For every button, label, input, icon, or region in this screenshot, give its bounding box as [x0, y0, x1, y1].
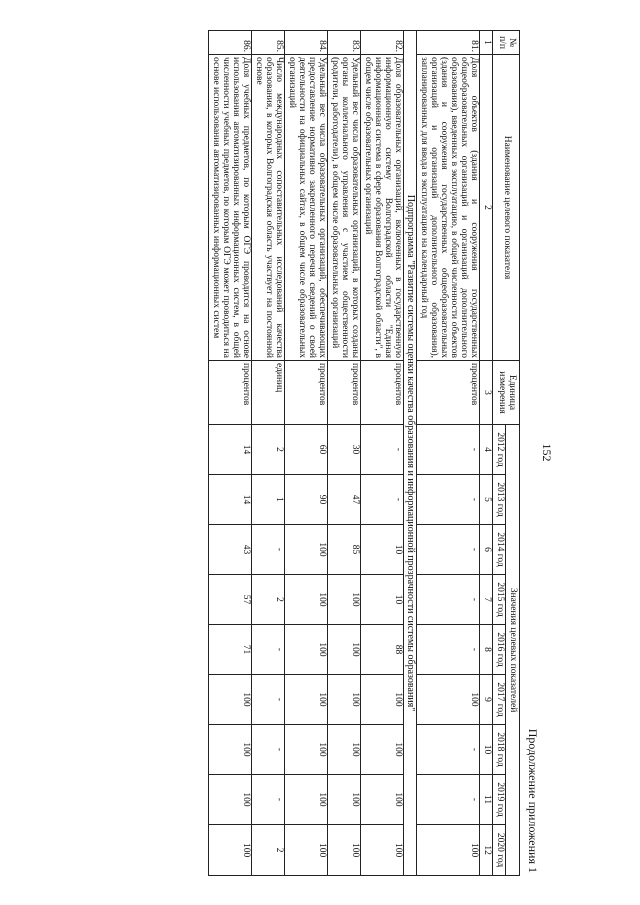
indicator-value: 2	[252, 425, 285, 475]
year-header: 2014 год	[493, 525, 506, 575]
unit: единиц	[252, 361, 285, 425]
indicator-name: Доля объектов (здания и сооружения государственных общеобразовательных организаций и организаций дополнительного образования), введенных в эксплуатацию, в общей численности объектов (здания и сооружения государственных общеобразовательных организаций и организаций дополнительного образования), запланированных для ввода в эксплуатацию на календарный год	[417, 55, 480, 361]
appendix-note: Продолжение приложения 1	[526, 728, 540, 873]
indicator-value: 100	[285, 575, 328, 625]
indicators-table	[208, 30, 520, 876]
indicator-value: 100	[327, 775, 360, 825]
indicator-value: 100	[285, 525, 328, 575]
indicator-value: -	[252, 725, 285, 775]
year-header: 2013 год	[493, 475, 506, 525]
indicator-value: -	[417, 425, 480, 475]
row-number: 81.	[417, 31, 480, 55]
indicator-value: 100	[327, 625, 360, 675]
indicator-value: -	[252, 525, 285, 575]
indicator-value: -	[417, 575, 480, 625]
subprogram-row	[403, 31, 417, 876]
indicator-name: Удельный вес числа образовательных организаций, обеспечивающих предоставление нормативно закрепленного перечня сведений о своей деятельности на официальных сайтах, в общем числе образовательных организаций	[285, 55, 328, 361]
indicator-value: 100	[360, 775, 403, 825]
indicator-value: 60	[285, 425, 328, 475]
indicator-value: 10	[360, 575, 403, 625]
unit: процентов	[360, 361, 403, 425]
indicator-value: 100	[209, 675, 252, 725]
rotated-page	[100, 0, 640, 905]
header-unit: Единица измерения	[493, 361, 520, 425]
indicator-value: 100	[417, 675, 480, 725]
header-name: Наименование целевого показателя	[493, 55, 520, 361]
indicator-name: Удельный вес числа образовательных организаций, в которых созданы органы коллегиального управления с участием общественности (родители, работодатели), в общем числе образовательных организаций	[327, 55, 360, 361]
indicator-value: 47	[327, 475, 360, 525]
header-num: № п/п	[493, 31, 520, 55]
indicator-value: 100	[209, 725, 252, 775]
indicator-value: -	[417, 775, 480, 825]
indicator-value: 14	[209, 425, 252, 475]
column-number: 5	[480, 475, 493, 525]
indicator-value: 1	[252, 475, 285, 525]
indicator-value: -	[417, 625, 480, 675]
indicator-value: 100	[417, 825, 480, 876]
header-values-title: Значения целевых показателей	[506, 425, 520, 876]
indicator-value: 100	[285, 725, 328, 775]
column-number: 10	[480, 725, 493, 775]
indicator-value: 100	[285, 675, 328, 725]
column-number: 8	[480, 625, 493, 675]
indicator-value: 100	[209, 775, 252, 825]
subprogram-heading: Подпрограмма "Развитие системы оценки качества образования и информационной прозрачности системы образования"	[403, 31, 417, 876]
indicator-value: 100	[360, 825, 403, 876]
indicator-name: Доля учебных предметов, по которым ОГЭ проводится на основе использования автоматизированных информационных систем, в общей численности учебных предметов, по которым ОГЭ может проводиться на основе использования автоматизированных информационных систем	[209, 55, 252, 361]
table-row	[360, 31, 403, 876]
year-header: 2017 год	[493, 675, 506, 725]
table-row	[252, 31, 285, 876]
year-header: 2015 год	[493, 575, 506, 625]
column-number: 1	[480, 31, 493, 55]
row-number: 83.	[327, 31, 360, 55]
indicator-value: 30	[327, 425, 360, 475]
indicator-value: 100	[327, 575, 360, 625]
indicator-value: 88	[360, 625, 403, 675]
indicator-value: 57	[209, 575, 252, 625]
table-row	[285, 31, 328, 876]
indicator-value: -	[252, 675, 285, 725]
indicator-value: 71	[209, 625, 252, 675]
year-header: 2019 год	[493, 775, 506, 825]
table-row	[417, 31, 480, 876]
column-number: 2	[480, 55, 493, 361]
indicator-value: 100	[285, 625, 328, 675]
column-number: 6	[480, 525, 493, 575]
indicator-value: 14	[209, 475, 252, 525]
indicator-value: -	[417, 475, 480, 525]
column-number: 7	[480, 575, 493, 625]
indicator-value: 10	[360, 525, 403, 575]
indicator-name: Число международных сопоставительных исследований качества образования, в которых Волгоградская область участвует на постоянной основе	[252, 55, 285, 361]
unit: процентов	[209, 361, 252, 425]
row-number: 82.	[360, 31, 403, 55]
indicator-value: 85	[327, 525, 360, 575]
year-header: 2016 год	[493, 625, 506, 675]
row-number: 85.	[252, 31, 285, 55]
indicator-value: 100	[285, 825, 328, 876]
indicator-value: -	[252, 625, 285, 675]
column-number: 3	[480, 361, 493, 425]
year-header: 2018 год	[493, 725, 506, 775]
indicator-value: -	[417, 525, 480, 575]
indicator-value: 90	[285, 475, 328, 525]
column-number: 12	[480, 825, 493, 876]
unit: процентов	[417, 361, 480, 425]
indicator-value: -	[360, 425, 403, 475]
unit: процентов	[285, 361, 328, 425]
indicator-value: 100	[327, 675, 360, 725]
indicator-value: 100	[360, 725, 403, 775]
indicator-value: 100	[360, 675, 403, 725]
year-header: 2012 год	[493, 425, 506, 475]
indicator-value: -	[252, 775, 285, 825]
indicator-value: 100	[209, 825, 252, 876]
indicator-name: Доля образовательных организаций, включенных в государственную информационную систему Волгоградской области "Единая информационная система в сфере образования Волгоградской области", в общем числе образовательных организаций	[360, 55, 403, 361]
column-number-row	[480, 31, 493, 876]
row-number: 86.	[209, 31, 252, 55]
unit: процентов	[327, 361, 360, 425]
indicator-value: 43	[209, 525, 252, 575]
column-number: 11	[480, 775, 493, 825]
page-number: 152	[540, 443, 554, 462]
row-number: 84.	[285, 31, 328, 55]
indicator-value: -	[360, 475, 403, 525]
indicator-value: 2	[252, 575, 285, 625]
table-body	[209, 31, 480, 876]
indicator-value: -	[417, 725, 480, 775]
indicator-value: 2	[252, 825, 285, 876]
column-number: 4	[480, 425, 493, 475]
table-row	[209, 31, 252, 876]
indicator-value: 100	[285, 775, 328, 825]
table-row	[327, 31, 360, 876]
column-number: 9	[480, 675, 493, 725]
year-header: 2020 год	[493, 825, 506, 876]
indicator-value: 100	[327, 725, 360, 775]
indicator-value: 100	[327, 825, 360, 876]
